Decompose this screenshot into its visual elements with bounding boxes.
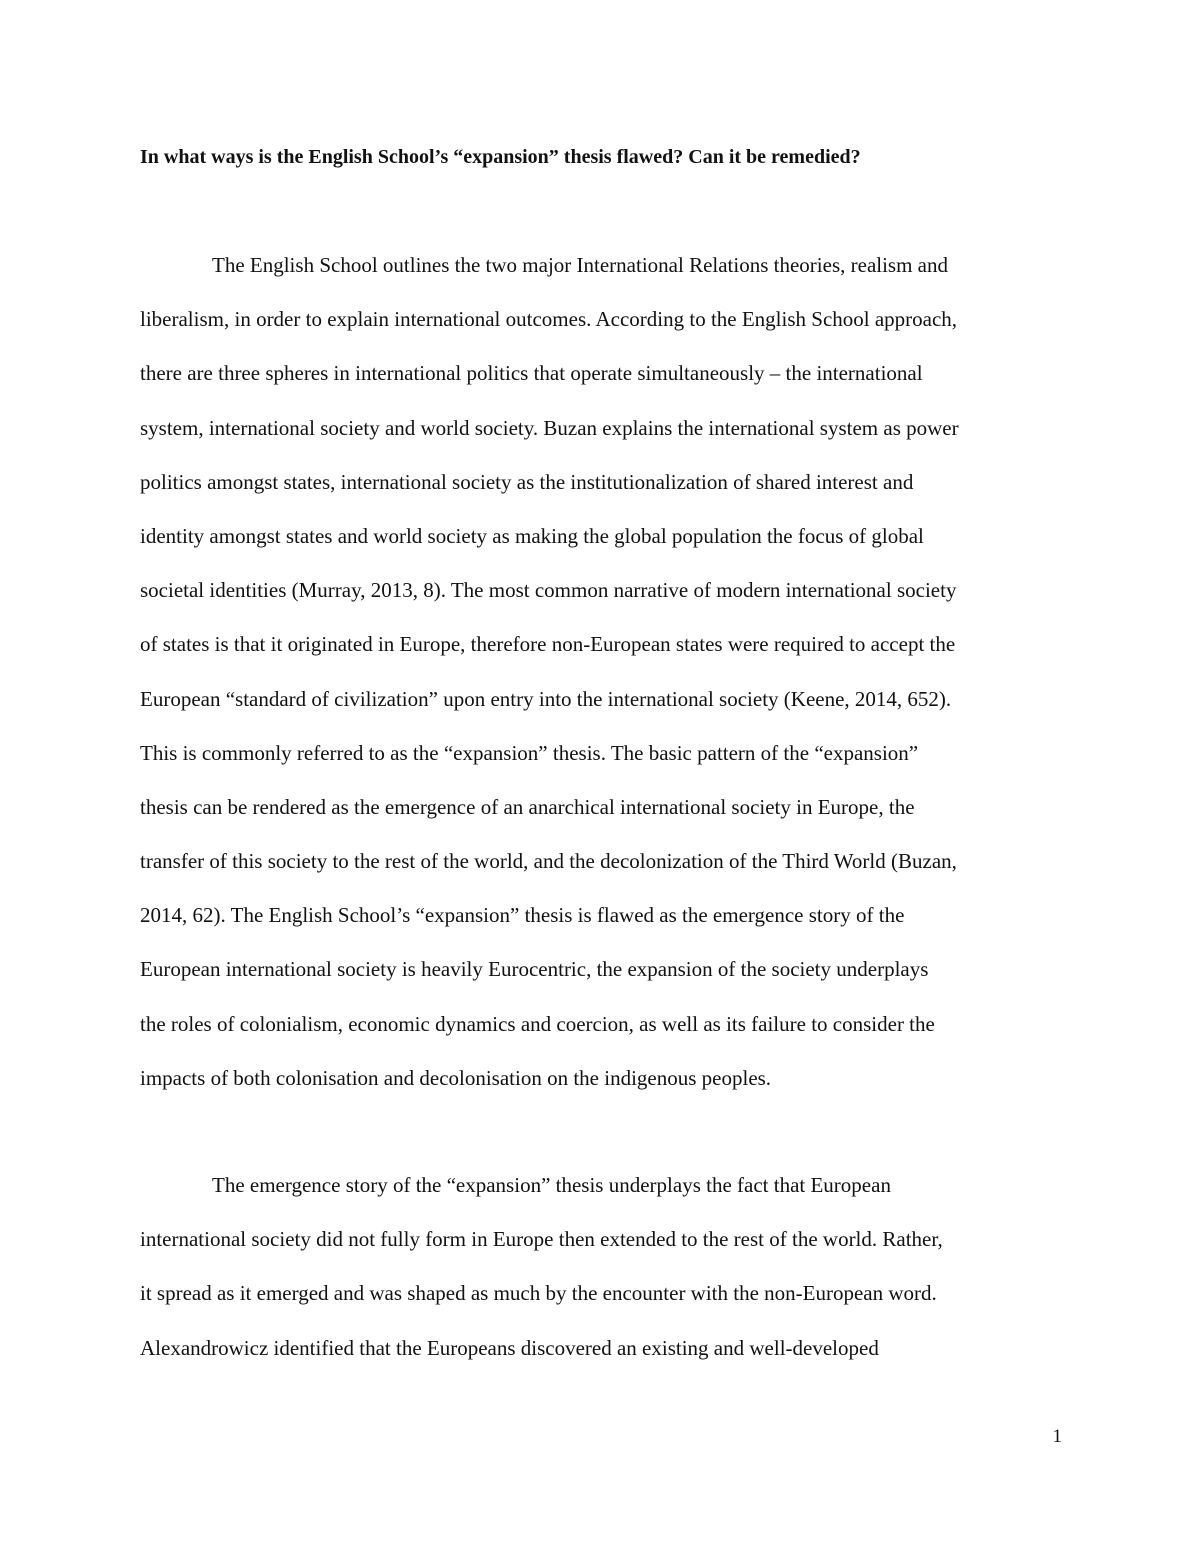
paragraph-line: system, international society and world society. Buzan explains the international system as power bbox=[140, 415, 959, 440]
essay-title: In what ways is the English School’s “expansion” thesis flawed? Can it be remedied? bbox=[140, 146, 861, 168]
paragraph-line: The English School outlines the two major International Relations theories, realism and bbox=[212, 253, 949, 277]
paragraph-line: identity amongst states and world society as making the global population the focus of global bbox=[140, 523, 924, 548]
paragraph-line: The emergence story of the “expansion” thesis underplays the fact that European bbox=[212, 1173, 891, 1197]
paragraph-2 bbox=[140, 1167, 1060, 1384]
page-number: 1 bbox=[1052, 1426, 1062, 1447]
paragraph-line: Alexandrowicz identified that the Europeans discovered an existing and well-developed bbox=[140, 1335, 879, 1360]
paragraph-line: liberalism, in order to explain international outcomes. According to the English School approach, bbox=[140, 307, 958, 332]
paragraph-line: thesis can be rendered as the emergence of an anarchical international society in Europe, the bbox=[140, 794, 915, 819]
paragraph-line: societal identities (Murray, 2013, 8). The most common narrative of modern international society bbox=[140, 578, 957, 603]
paragraph-line: of states is that it originated in Europe, therefore non-European states were required to accept the bbox=[140, 632, 956, 657]
paragraph-line: European international society is heavily Eurocentric, the expansion of the society underplays bbox=[140, 957, 929, 982]
paragraph-line: international society did not fully form in Europe then extended to the rest of the world. Rather, bbox=[140, 1227, 943, 1252]
paragraph-line: transfer of this society to the rest of the world, and the decolonization of the Third World (Buzan, bbox=[140, 849, 957, 874]
paragraph-line: the roles of colonialism, economic dynamics and coercion, as well as its failure to consider the bbox=[140, 1011, 935, 1036]
paragraph-line: there are three spheres in international politics that operate simultaneously – the international bbox=[140, 361, 923, 386]
paragraph-line: politics amongst states, international society as the institutionalization of shared interest and bbox=[140, 469, 914, 494]
paragraph-line: European “standard of civilization” upon entry into the international society (Keene, 2014, 652). bbox=[140, 686, 952, 711]
paragraph-line: 2014, 62). The English School’s “expansion” thesis is flawed as the emergence story of the bbox=[140, 903, 905, 928]
paragraph-line: This is commonly referred to as the “expansion” thesis. The basic pattern of the “expansion” bbox=[140, 740, 919, 765]
paragraph-1 bbox=[140, 247, 1060, 1114]
paragraph-line: impacts of both colonisation and decolonisation on the indigenous peoples. bbox=[140, 1065, 772, 1090]
paragraph-line: it spread as it emerged and was shaped as much by the encounter with the non-European word. bbox=[140, 1281, 937, 1306]
